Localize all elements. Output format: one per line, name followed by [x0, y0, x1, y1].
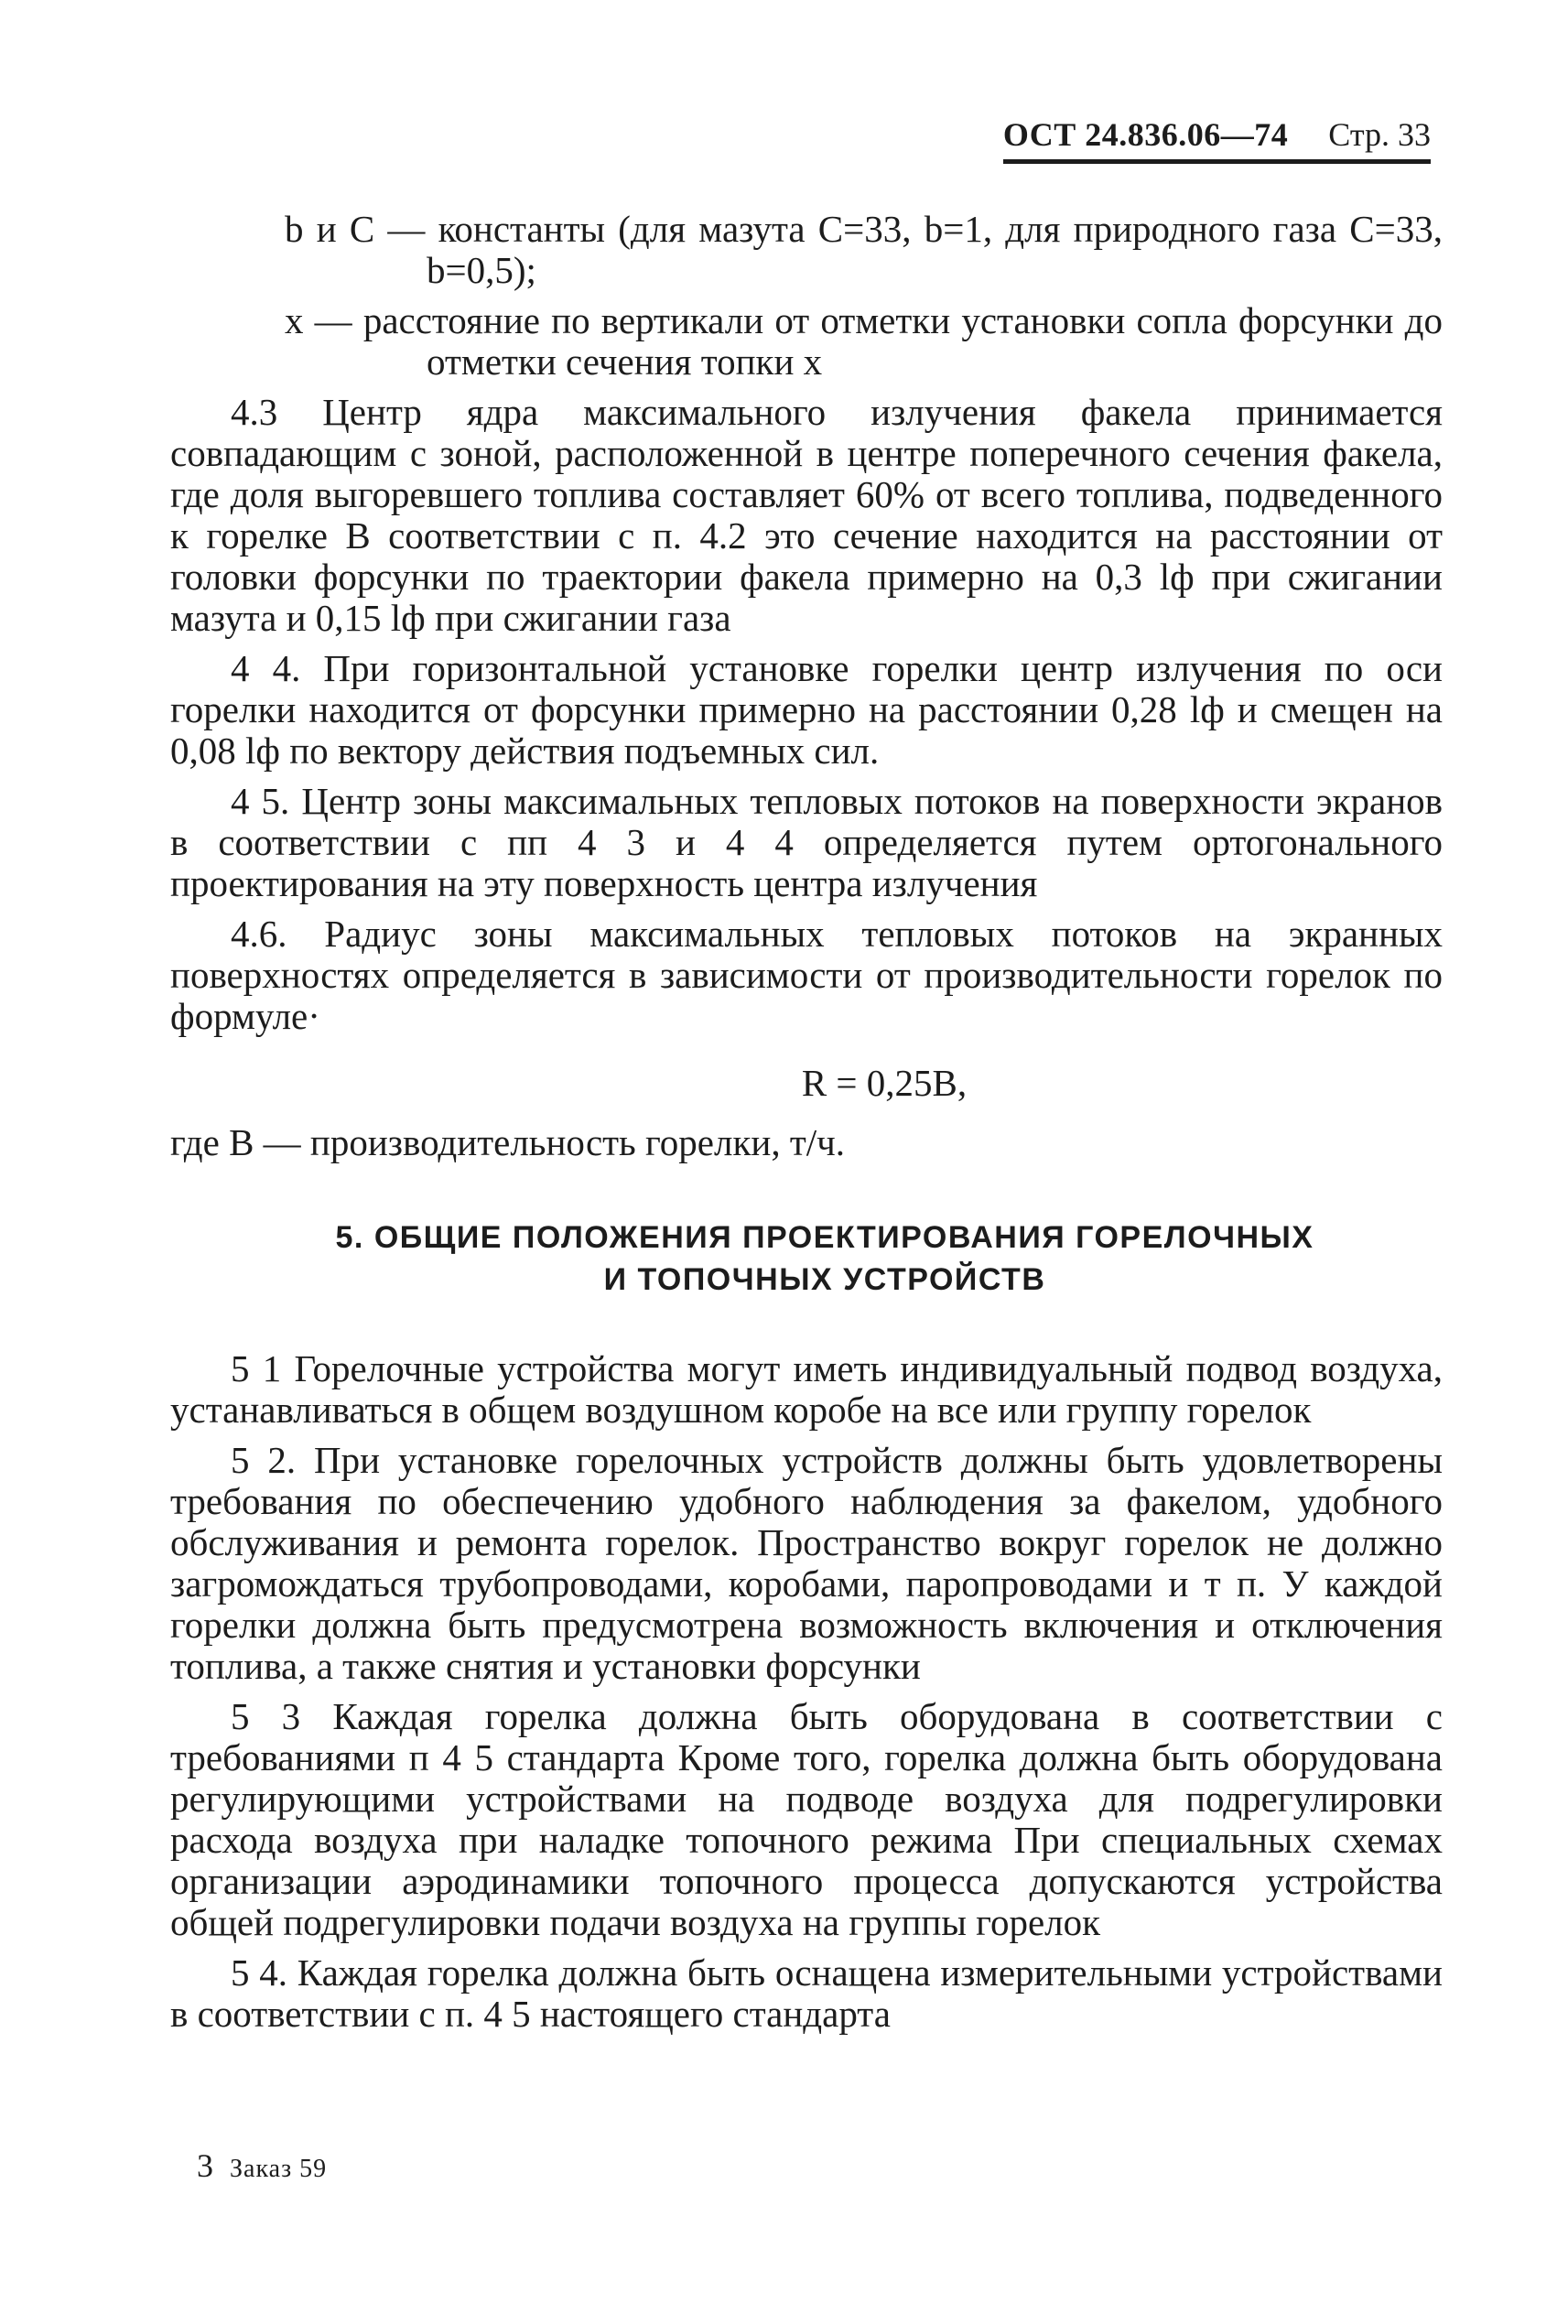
order-note: Заказ 59 [230, 2155, 328, 2183]
variable-definitions [170, 209, 1443, 383]
section-title-line-1: 5. ОБЩИЕ ПОЛОЖЕНИЯ ПРОЕКТИРОВАНИЯ ГОРЕЛОЧНЫХ [335, 1220, 1314, 1255]
paragraph-4-5: 4 5. Центр зоны максимальных тепловых потоков на поверхности экранов в соответствии с пп 4 3 и 4 4 определяется путем ортогонального проектирования на эту поверхность центра излучения [170, 780, 1443, 904]
formula-explanation: где B — производительность горелки, т/ч. [170, 1121, 845, 1163]
page-footer [197, 2146, 327, 2185]
page-body [170, 209, 1443, 2044]
definition-x: x — расстояние по вертикали от отметки установки сопла форсунки до отметки сечения топки x [285, 299, 1443, 383]
section-5-title [170, 1216, 1443, 1301]
section-title-line-2: И ТОПОЧНЫХ УСТРОЙСТВ [603, 1262, 1046, 1297]
paragraph-4-4: 4 4. При горизонтальной установке горелки центр излучения по оси горелки находится от форсунки примерно на расстоянии 0,28 lф и смещен на 0,08 lф по вектору действия подъемных сил. [170, 647, 1443, 772]
definition-b-c: b и C — константы (для мазута C=33, b=1, для природного газа C=33, b=0,5); [285, 208, 1443, 291]
radius-formula: R = 0,25B, [801, 1062, 968, 1104]
paragraph-5-4: 5 4. Каждая горелка должна быть оснащена измерительными устройствами в соответствии с п. 4 5 настоящего стандарта [170, 1951, 1443, 2035]
paragraph-4-3: 4.3 Центр ядра максимального излучения факела принимается совпадающим с зоной, расположенной в центре поперечного сечения факела, где доля выгоревшего топлива составляет 60% от всего топлива, подведенного к горелке В соответствии с п. 4.2 это сечение находится на расстоянии от головки форсунки по траектории факела примерно на 0,3 lф при сжигании мазута и 0,15 lф при сжигании газа [170, 391, 1443, 639]
sheet-number: 3 [197, 2147, 213, 2184]
standard-number: ОСТ 24.836.06—74 [1002, 116, 1289, 153]
paragraph-5-1: 5 1 Горелочные устройства могут иметь индивидуальный подвод воздуха, устанавливаться в общем воздушном коробе на все или группу горелок [170, 1347, 1443, 1431]
page-header [1003, 115, 1431, 164]
page-number: Стр. 33 [1328, 116, 1431, 153]
paragraph-4-6: 4.6. Радиус зоны максимальных тепловых потоков на экранных поверхностях определяется в зависимости от производительности горелок по формуле· [170, 913, 1443, 1037]
paragraph-5-3: 5 3 Каждая горелка должна быть оборудована в соответствии с требованиями п 4 5 стандарта Кроме того, горелка должна быть оборудована регулирующими устройствами на подводе воздуха для подрегулировки расхода воздуха при наладке топочного режима При специальных схемах организации аэродинамики топочного процесса допускаются устройства общей подрегулировки подачи воздуха на группы горелок [170, 1695, 1443, 1943]
paragraph-5-2: 5 2. При установке горелочных устройств должны быть удовлетворены требования по обеспечению удобного наблюдения за факелом, удобного обслуживания и ремонта горелок. Пространство вокруг горелок не должно загромождаться трубопроводами, коробами, паропроводами и т п. У каждой горелки должна быть предусмотрена возможность включения и отключения топлива, а также снятия и установки форсунки [170, 1439, 1443, 1687]
